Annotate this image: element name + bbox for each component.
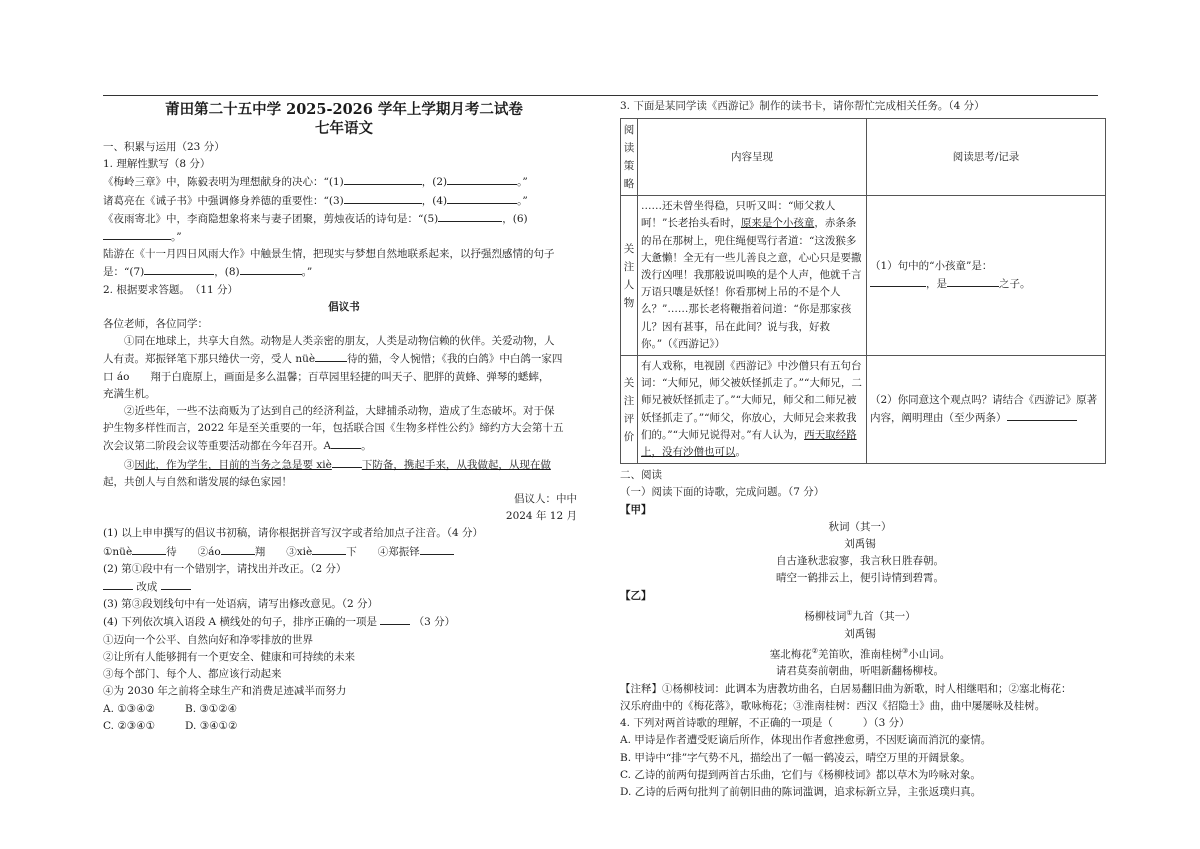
table-header-strategy: 阅读策略: [621, 119, 638, 196]
sub-question-4: (4) 下列依次填入语段 A 横线处的句子，排序正确的一项是 （3 分）: [103, 613, 585, 631]
row-label-character: 关注人物: [621, 196, 638, 356]
answer-blank[interactable]: [344, 192, 422, 204]
option-item: ①迈向一个公平、自然向好和净零排放的世界: [103, 633, 313, 646]
section-heading: 一、积累与运用（23 分）: [103, 141, 225, 153]
answer-blank[interactable]: [240, 263, 302, 275]
table-row: [621, 119, 1106, 196]
paragraph-line: 护生物多样性而言，2022 年是至关重要的一年，包括联合国《生物多样性公约》缔约方大会第十五: [103, 422, 564, 435]
answer-blank[interactable]: [438, 210, 502, 222]
answer-blank[interactable]: [144, 263, 214, 275]
subsection-heading: （一）阅读下面的诗歌，完成问题。（7 分）: [620, 486, 825, 499]
paragraph-line: 次会议第二阶段会议等重要活动都在今年召开。A 。: [103, 437, 585, 455]
answer-blank[interactable]: [447, 192, 517, 204]
row-notes-character: （1）句中的“小孩童”是： ，是 之子。: [867, 196, 1106, 356]
annotation-line: 【注释】①杨柳枝词：此调本为唐教坊曲名，白居易翻旧曲为新歌，时人相继唱和；②塞北梅花：: [620, 682, 1072, 695]
option-item: ③每个部门、每个人、都应该行动起来: [103, 668, 282, 681]
choice-b: B. ③①②④: [185, 702, 238, 715]
answer-blank[interactable]: [344, 173, 422, 185]
poem2-line: 请君莫奏前朝曲，听唱新翻杨柳枝。: [776, 665, 944, 678]
section-heading: 二、阅读: [620, 469, 662, 482]
answer-blank[interactable]: [132, 543, 166, 555]
sub-question-3: (3) 第③段划线句中有一处语病，请写出修改意见。（2 分）: [103, 598, 378, 611]
choice-d: D. ③④①②: [185, 719, 238, 732]
proposal-title: 倡议书: [328, 300, 360, 313]
table-header-content: 内容呈现: [638, 119, 867, 196]
paragraph-line: 口 áo 翔于白鹿原上，画面是多么温馨；百草园里轻捷的叫天子、肥胖的黄蜂、弹琴的蟋蟀，: [103, 370, 550, 383]
choice-row: [103, 701, 585, 718]
paragraph-line: 充满生机。: [103, 387, 156, 400]
row-label-evaluation: 关注评价: [621, 356, 638, 464]
answer-blank[interactable]: [161, 578, 191, 590]
answer-blank[interactable]: [315, 350, 347, 362]
question-2: 2. 根据要求答题。 （11 分）: [103, 283, 239, 296]
choice-c: C. ②③④①: [103, 719, 155, 732]
answer-blank[interactable]: [420, 543, 454, 555]
answer-blank[interactable]: [447, 173, 517, 185]
row-content-evaluation: 有人戏称，电视剧《西游记》中沙僧只有五句台词：“大师兄，师父被妖怪抓走了。”“大师兄，二师兄被妖怪抓走了。”“大师兄，师父和二师兄被妖怪抓走了。”“师父，你放心，大师兄会来救我们的。”“大师兄说得对。”有人认为，西天取经路上，没有沙僧也可以。: [638, 356, 867, 464]
signature-name: 倡议人：中中: [514, 493, 577, 506]
paragraph-line: 起，共创人与自然和谐发展的绿色家园！: [103, 475, 292, 488]
question-1: 1. 理解性默写（8 分）: [103, 158, 211, 171]
paragraph-line: ②近些年，一些不法商贩为了达到自己的经济利益，大肆捕杀动物，造成了生态破坏。对于保: [124, 405, 555, 418]
answer-blank[interactable]: [331, 437, 361, 449]
choice-row: [103, 718, 585, 735]
answer-blank[interactable]: [380, 613, 410, 625]
greeting: 各位老师，各位同学：: [103, 318, 208, 331]
answer-blank[interactable]: [1007, 409, 1077, 421]
question-4: 4. 下列对两首诗歌的理解，不正确的一项是（ ）（3 分）: [620, 717, 910, 730]
reading-card-table: [620, 118, 1106, 464]
exam-title: 莆田第二十五中学 2025-2026 学年上学期月考二试卷: [165, 101, 523, 118]
sub-question-2: (2) 第①段中有一个错别字，请找出并改正。（2 分）: [103, 562, 347, 575]
poem2-author: 刘禹锡: [844, 627, 876, 640]
option-item: ②让所有人能够拥有一个更安全、健康和可持续的未来: [103, 650, 355, 663]
q1-line: 。”: [103, 228, 585, 246]
paragraph-line: ①同在地球上，共享大自然。动物是人类亲密的朋友，人类是动物信赖的伙伴。关爱动物，人: [124, 335, 555, 348]
table-row: [621, 196, 1106, 356]
answer-blank[interactable]: [312, 543, 346, 555]
poem-marker-jia: 【甲】: [620, 503, 652, 516]
q4-option-d: D. 乙诗的后两句批判了前朝旧曲的陈词滥调，追求标新立异，主张返璞归真。: [620, 785, 982, 798]
paragraph-line: ③因此，作为学生，目前的当务之急是要 xiè 下防备，携起手来，从我做起，从现在做: [103, 456, 585, 474]
answer-blank[interactable]: [870, 275, 926, 287]
poem2-line: 塞北梅花②羌笛吹，淮南桂树③小山词。: [769, 646, 951, 661]
exam-subtitle: 七年语文: [315, 120, 373, 137]
q1-line: 诸葛亮在《诫子书》中强调修身养德的重要性：“(3) ，(4) 。”: [103, 192, 585, 210]
row-notes-evaluation: （2）你同意这个观点吗？请结合《西游记》原著内容，阐明理由（至少两条）: [867, 356, 1106, 464]
q4-option-b: B. 甲诗中“排”字气势不凡，描绘出了一幅一鹤凌云，晴空万里的开阔景象。: [620, 751, 971, 764]
poem1-line: 自古逢秋悲寂寥，我言秋日胜春朝。: [776, 555, 944, 568]
annotation-line: 汉乐府曲中的《梅花落》，歌咏梅花；③淮南桂树：西汉《招隐士》曲，曲中屡屡咏及桂树。: [620, 699, 1046, 712]
q1-line: 《夜雨寄北》中，李商隐想象将来与妻子团聚，剪烛夜话的诗句是：“(5) ，(6): [103, 210, 585, 228]
q4-option-c: C. 乙诗的前两句提到两首古乐曲，它们与《杨柳枝词》都以草木为吟咏对象。: [620, 768, 981, 781]
answer-blank[interactable]: [103, 228, 171, 240]
sub-question-1-answers: ①nüè 待 ②áo 翔 ③xiè 下 ④郑振铎: [103, 543, 585, 561]
poem2-title: 杨柳枝词①九首（其一）: [804, 608, 916, 623]
poem1-author: 刘禹锡: [844, 538, 876, 551]
answer-blank[interactable]: [103, 578, 133, 590]
signature-date: 2024 年 12 月: [505, 510, 577, 523]
choice-a: A. ①③④②: [103, 702, 155, 715]
poem-marker-yi: 【乙】: [620, 589, 652, 602]
row-content-character: ……还未曾坐得稳，只听又叫：“师父救人呵！”长老抬头看时，原来是个小孩童，赤条条的吊在那树上，兜住绳便骂行者道：“这泼猴多大惫懒！全无有一些儿善良之意，心心只是要撒泼行凶哩！我那般说叫唤的是个人声，他就千言万语只嚷是妖怪！你看那树上吊的不是个人么？”……那长老将鞭指着问道：“你是那家孩儿？因有甚事，吊在此间？说与我，好救你。”（《西游记》）: [638, 196, 867, 356]
table-header-notes: 阅读思考/记录: [867, 119, 1106, 196]
left-column: [103, 100, 585, 735]
option-item: ④为 2030 年之前将全球生产和消费足迹减半而努力: [103, 685, 347, 698]
poem1-title: 秋词（其一）: [828, 520, 892, 533]
paragraph-line: 人有责。郑振铎笔下那只绻伏一旁，受人 nüè 待的猫，令人惋惜；《我的白鸽》中白鸽一家四: [103, 350, 585, 368]
poem1-line: 晴空一鹤排云上，便引诗情到碧霄。: [776, 572, 944, 585]
sub-question-2-answer: 改成: [103, 578, 585, 596]
answer-blank[interactable]: [332, 456, 362, 468]
question-3: 3. 下面是某同学读《西游记》制作的读书卡，请你帮忙完成相关任务。（4 分）: [620, 100, 985, 112]
answer-blank[interactable]: [947, 275, 999, 287]
right-column: [620, 98, 1100, 801]
top-rule: [103, 95, 1098, 96]
q1-line: 陆游在《十一月四日风雨大作》中触景生情，把现实与梦想自然地联系起来，以抒强烈感情的句子: [103, 248, 555, 261]
sub-question-1: (1) 以上申申撰写的倡议书初稿，请你根据拼音写汉字或者给加点子注音。（4 分）: [103, 527, 483, 540]
q1-line: 《梅岭三章》中，陈毅表明为理想献身的决心：“(1) ，(2) 。”: [103, 173, 585, 191]
table-row: [621, 356, 1106, 464]
answer-blank[interactable]: [221, 543, 255, 555]
q1-line: 是：“(7) ，(8) 。”: [103, 263, 585, 281]
q4-option-a: A. 甲诗是作者遭受贬谪后所作，体现出作者愈挫愈勇，不因贬谪而消沉的豪情。: [620, 734, 992, 747]
